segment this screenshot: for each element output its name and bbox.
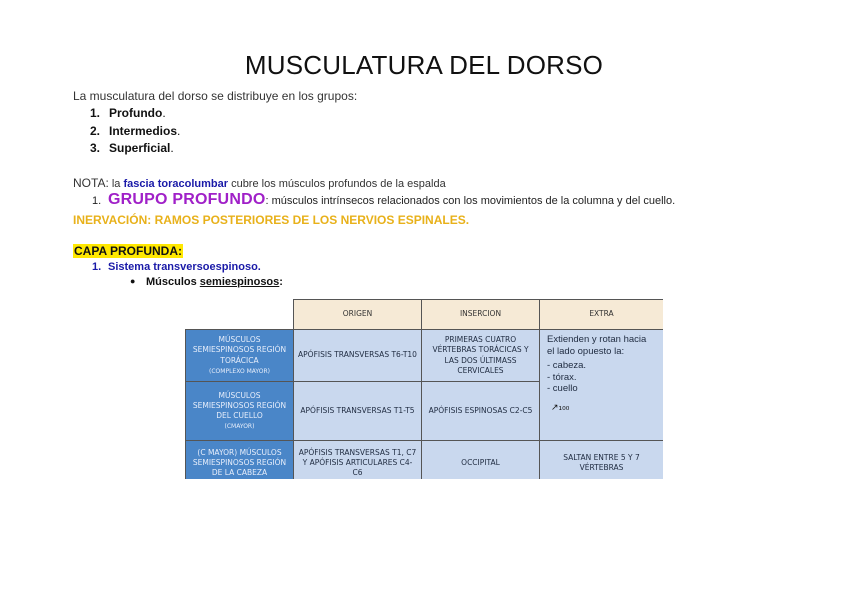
extra-cell: SALTAN ENTRE 5 Y 7 VÉRTEBRAS xyxy=(540,441,664,480)
capa-profunda-heading: CAPA PROFUNDA: xyxy=(74,244,182,258)
table-header-row xyxy=(186,300,664,330)
musculos-line xyxy=(130,276,283,288)
grupo-number: 1. xyxy=(92,195,102,207)
grupo-title: GRUPO PROFUNDO xyxy=(108,191,266,208)
group-label: Intermedios xyxy=(109,123,178,138)
extra-item: - cabeza. xyxy=(547,360,587,372)
groups-list xyxy=(90,105,180,158)
intro-text: La musculatura del dorso se distribuye en los grupos: xyxy=(73,89,358,103)
row-header-note: (CMAYOR) xyxy=(224,423,255,431)
list-number: 3. xyxy=(90,141,101,155)
column-header-origen: ORIGEN xyxy=(294,300,422,330)
group-label: Superficial xyxy=(109,141,171,155)
row-header: MÚSCULOS SEMIESPINOSOS REGIÓN DEL CUELLO (CMAYOR) xyxy=(186,382,294,441)
origen-cell: APÓFISIS TRANSVERSAS T6-T10 xyxy=(294,330,422,382)
nota-post: cubre los músculos profundos de la espalda xyxy=(228,178,446,190)
page-title: MUSCULATURA DEL DORSO xyxy=(244,50,604,80)
row-header: MÚSCULOS SEMIESPINOSOS REGIÓN TORÁCICA (COMPLEXO MAYOR) xyxy=(186,330,294,382)
muscle-table xyxy=(185,299,663,479)
column-header-insercion: INSERCION xyxy=(422,300,540,330)
insercion-cell: APÓFISIS ESPINOSAS C2-C5 xyxy=(422,382,540,441)
nota-label: NOTA: xyxy=(73,176,109,190)
grupo-profundo-line xyxy=(92,191,675,209)
group-trail: . xyxy=(177,123,181,138)
row-header-note: (COMPLEXO MAYOR) xyxy=(209,367,270,375)
table-corner xyxy=(186,300,294,330)
musculos-post: : xyxy=(279,276,283,288)
insercion-cell: OCCIPITAL xyxy=(422,441,540,480)
grupo-desc: : músculos intrínsecos relacionados con los movimientos de la columna y del cuello. xyxy=(265,195,676,207)
list-item xyxy=(90,140,180,158)
muscle-table-wrap xyxy=(185,299,663,479)
row-header: (C MAYOR) MÚSCULOS SEMIESPINOSOS REGIÓN DE LA CABEZA xyxy=(186,441,294,480)
list-number: 1. xyxy=(90,106,101,120)
list-item xyxy=(90,123,180,141)
extra-main-text: Extienden y rotan hacia el lado opuesto la: xyxy=(547,334,647,358)
list-number: 2. xyxy=(90,123,101,138)
nota-line xyxy=(73,176,446,190)
extra-list xyxy=(547,360,656,394)
group-label: Profundo xyxy=(109,106,163,120)
musculos-pre: Músculos xyxy=(146,276,200,288)
sistema-label: Sistema transversoespinoso. xyxy=(108,261,261,273)
list-item xyxy=(90,105,180,123)
nota-pre: la xyxy=(108,178,124,190)
inervacion-heading: INERVACIÓN: RAMOS POSTERIORES DE LOS NERVIOS ESPINALES. xyxy=(73,213,470,227)
origen-cell: APÓFISIS TRANSVERSAS T1, C7 Y APÓFISIS ARTICULARES C4-C6 xyxy=(294,441,422,480)
musculos-underlined: semiespinosos xyxy=(199,276,280,288)
insercion-cell: PRIMERAS CUATRO VÉRTEBRAS TORÁCICAS Y LAS DOS ÚLTIMASS CERVICALES xyxy=(422,330,540,382)
bullet-icon: ● xyxy=(130,276,136,286)
group-trail: . xyxy=(162,106,166,120)
origen-cell: APÓFISIS TRANSVERSAS T1-T5 xyxy=(294,382,422,441)
extra-cell xyxy=(540,330,664,441)
table-row xyxy=(186,330,664,382)
extra-item: - tórax. xyxy=(547,371,577,383)
table-row xyxy=(186,441,664,480)
sistema-line xyxy=(92,261,261,273)
sistema-number: 1. xyxy=(92,261,102,273)
group-trail: . xyxy=(170,141,174,155)
handwritten-note: ↗₁₀₀ xyxy=(551,403,570,414)
fascia-term: fascia toracolumbar xyxy=(123,178,229,190)
extra-item: - cuello xyxy=(547,383,578,395)
column-header-extra: EXTRA xyxy=(540,300,664,330)
